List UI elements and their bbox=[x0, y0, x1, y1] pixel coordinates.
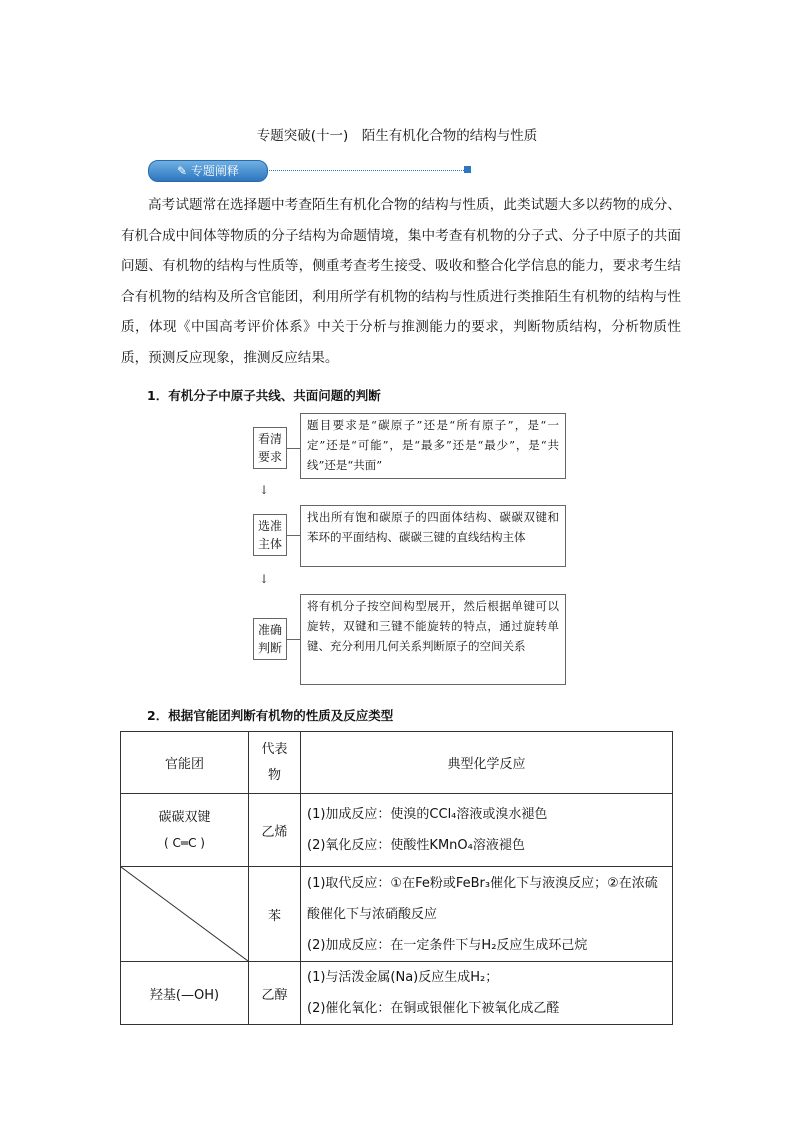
pen-icon: ✎ bbox=[177, 164, 191, 178]
reaction-line: (1)取代反应：①在Fe粉或FeBr₃催化下与液溴反应；②在浓硫酸催化下与浓硝酸反应 bbox=[307, 875, 658, 922]
group-formula: ( C═C ) bbox=[164, 836, 205, 850]
step3-label: 准确判断 bbox=[253, 618, 287, 660]
reaction-line: (1)加成反应：使溴的CCl₄溶液或溴水褪色 bbox=[307, 807, 548, 822]
table-row bbox=[121, 962, 673, 1025]
step3-connector bbox=[287, 639, 300, 640]
section2-heading: 2．根据官能团判断有机物的性质及反应类型 bbox=[147, 708, 394, 723]
step1-connector bbox=[287, 448, 300, 449]
flow-arrow-2: ↓ bbox=[259, 572, 270, 586]
section1-heading: 1．有机分子中原子共线、共面问题的判断 bbox=[147, 388, 381, 403]
banner-dotted-line bbox=[266, 170, 464, 171]
functional-group-table bbox=[120, 731, 673, 1025]
section-banner bbox=[148, 160, 478, 182]
group-cell: 羟基(—OH) bbox=[121, 962, 249, 1025]
table-row bbox=[121, 794, 673, 867]
header-reaction: 典型化学反应 bbox=[301, 732, 673, 794]
reaction-line: (2)氧化反应：使酸性KMnO₄溶液褪色 bbox=[307, 838, 525, 853]
rep-cell: 乙烯 bbox=[249, 794, 301, 867]
reaction-cell bbox=[301, 867, 673, 962]
rep-cell: 苯 bbox=[249, 867, 301, 962]
banner-label: 专题阐释 bbox=[190, 164, 239, 178]
header-rep: 代表物 bbox=[249, 732, 301, 794]
group-cell bbox=[121, 794, 249, 867]
table-header-row bbox=[121, 732, 673, 794]
diagonal-line bbox=[121, 867, 248, 961]
step2-connector bbox=[287, 535, 300, 536]
reaction-line: (2)催化氧化：在铜或银催化下被氧化成乙醛 bbox=[307, 1001, 560, 1016]
reaction-cell bbox=[301, 962, 673, 1025]
reaction-cell bbox=[301, 794, 673, 867]
intro-paragraph: 高考试题常在选择题中考查陌生有机化合物的结构与性质，此类试题大多以药物的成分、有机合成中间体等物质的分子结构为命题情境，集中考查有机物的分子式、分子中原子的共面问题、有机物的结构与性质等，侧重考查考生接受、吸收和整合化学信息的能力，要求考生结合有机物的结构及所含官能团，利用所学有机物的结构与性质进行类推陌生有机物的结构与性质，体现《中国高考评价体系》中关于分析与推测能力的要求，判断物质结构，分析物质性质，预测反应现象，推测反应结果。 bbox=[121, 197, 681, 366]
step2-box: 找出所有饱和碳原子的四面体结构、碳碳双键和苯环的平面结构、碳碳三键的直线结构主体 bbox=[300, 505, 566, 567]
step1-box: 题目要求是“碳原子”还是“所有原子”，是“一定”还是“可能”，是“最多”还是“最少”，是“共线”还是“共面” bbox=[300, 413, 566, 479]
table-row bbox=[121, 867, 673, 962]
step3-box: 将有机分子按空间构型展开，然后根据单键可以旋转，双键和三键不能旋转的特点，通过旋转单键、充分利用几何关系判断原子的空间关系 bbox=[300, 594, 566, 685]
page-title: 专题突破(十一) 陌生有机化合物的结构与性质 bbox=[256, 128, 538, 144]
rep-cell: 乙醇 bbox=[249, 962, 301, 1025]
banner-badge bbox=[148, 160, 268, 182]
group-cell-empty bbox=[121, 867, 249, 962]
reaction-line: (2)加成反应：在一定条件下与H₂反应生成环己烷 bbox=[307, 937, 588, 953]
group-name: 碳碳双键 bbox=[158, 810, 211, 825]
step2-label: 选准主体 bbox=[253, 514, 287, 556]
reaction-line: (1)与活泼金属(Na)反应生成H₂； bbox=[307, 970, 499, 985]
header-group: 官能团 bbox=[121, 732, 249, 794]
banner-end-square bbox=[464, 166, 471, 173]
flow-arrow-1: ↓ bbox=[259, 483, 270, 497]
step1-label: 看清要求 bbox=[253, 427, 287, 469]
